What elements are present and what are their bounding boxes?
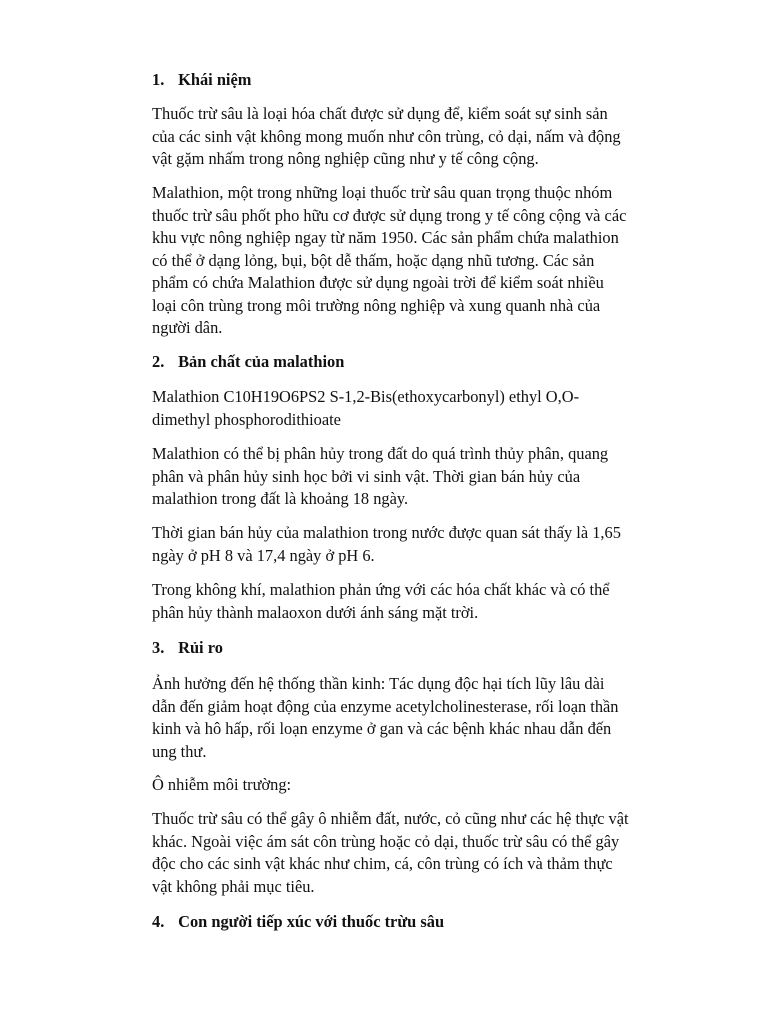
paragraph-line: Ô nhiễm môi trường:	[152, 775, 292, 794]
paragraph-line: phẩm có chứa Malathion được sử dụng ngoài trời để kiểm soát nhiều	[152, 273, 604, 292]
section-4-number: 4.	[152, 912, 165, 931]
paragraph-line: loại côn trùng trong môi trường nông nghiệp và xung quanh nhà của	[152, 295, 601, 315]
paragraph-line: kinh và hô hấp, rối loạn enzyme ở gan và các bệnh khác nhau dẫn đến	[152, 719, 612, 738]
section-2-paragraph-4	[152, 579, 692, 624]
section-1-title: Khái niệm	[178, 70, 252, 89]
section-2-paragraph-3	[152, 522, 692, 567]
paragraph-line: Malathion C10H19O6PS2 S-1,2-Bis(ethoxycarbonyl) ethyl O,O-	[152, 387, 580, 406]
paragraph-line: Thuốc trừ sâu là loại hóa chất được sử dụng để, kiểm soát sự sinh sản	[152, 104, 608, 123]
section-3-paragraph-2	[152, 774, 692, 797]
section-4-heading	[152, 911, 692, 934]
paragraph-line: của các sinh vật không mong muốn như côn trùng, cỏ dại, nấm và động	[152, 126, 621, 146]
section-1-paragraph-1	[152, 103, 692, 171]
paragraph-line: Thuốc trừ sâu có thể gây ô nhiễm đất, nước, cỏ cũng như các hệ thực vật	[152, 809, 629, 828]
section-4-title: Con người tiếp xúc với thuốc trừu sâu	[178, 912, 445, 931]
paragraph-line: có thể ở dạng lỏng, bụi, bột dễ thấm, hoặc dạng nhũ tương. Các sản	[152, 250, 595, 270]
paragraph-line: người dân.	[152, 318, 223, 337]
paragraph-line: thuốc trừ sâu phốt pho hữu cơ được sử dụng trong y tế công cộng và các	[152, 205, 627, 225]
section-2-paragraph-2	[152, 443, 692, 511]
paragraph-line: vật không phải mục tiêu.	[152, 876, 315, 896]
paragraph-line: phân hủy thành malaoxon dưới ánh sáng mặt trời.	[152, 602, 479, 622]
paragraph-line: Malathion có thể bị phân hủy trong đất do quá trình thủy phân, quang	[152, 444, 609, 463]
section-2-heading	[152, 351, 692, 374]
paragraph-line: Thời gian bán hủy của malathion trong nước được quan sát thấy là 1,65	[152, 523, 621, 542]
section-3-heading	[152, 637, 692, 660]
paragraph-line: Trong không khí, malathion phản ứng với các hóa chất khác và có thể	[152, 580, 610, 599]
section-2-paragraph-1	[152, 386, 692, 431]
section-1-number: 1.	[152, 70, 165, 89]
paragraph-line: malathion trong đất là khoảng 18 ngày.	[152, 489, 409, 508]
section-3-paragraph-3	[152, 808, 692, 898]
paragraph-line: Malathion, một trong những loại thuốc trừ sâu quan trọng thuộc nhóm	[152, 183, 613, 202]
paragraph-line: Ảnh hưởng đến hệ thống thần kinh: Tác dụng độc hại tích lũy lâu dài	[152, 674, 605, 693]
paragraph-line: khác. Ngoài việc ám sát côn trùng hoặc cỏ dại, thuốc trừ sâu có thể gây	[152, 831, 620, 851]
paragraph-line: độc cho các sinh vật khác như chim, cá, côn trùng có ích và thảm thực	[152, 854, 613, 873]
paragraph-line: ung thư.	[152, 741, 207, 761]
paragraph-line: ngày ở pH 8 và 17,4 ngày ở pH 6.	[152, 545, 375, 565]
section-3-number: 3.	[152, 638, 165, 657]
paragraph-line: dẫn đến giảm hoạt động của enzyme acetylcholinesterase, rối loạn thần	[152, 696, 619, 716]
section-3-title: Rủi ro	[178, 638, 223, 657]
section-1-paragraph-2	[152, 182, 692, 340]
paragraph-line: khu vực nông nghiệp ngay từ năm 1950. Các sản phẩm chứa malathion	[152, 228, 619, 247]
section-1-heading	[152, 69, 692, 92]
section-2-number: 2.	[152, 352, 165, 371]
section-3-paragraph-1	[152, 673, 692, 763]
paragraph-line: phân và phân hủy sinh học bởi vi sinh vật. Thời gian bán hủy của	[152, 466, 581, 486]
paragraph-line: dimethyl phosphorodithioate	[152, 409, 341, 429]
section-2-title: Bản chất của malathion	[178, 352, 345, 371]
paragraph-line: vật gặm nhấm trong nông nghiệp cũng như y tế công cộng.	[152, 149, 539, 168]
